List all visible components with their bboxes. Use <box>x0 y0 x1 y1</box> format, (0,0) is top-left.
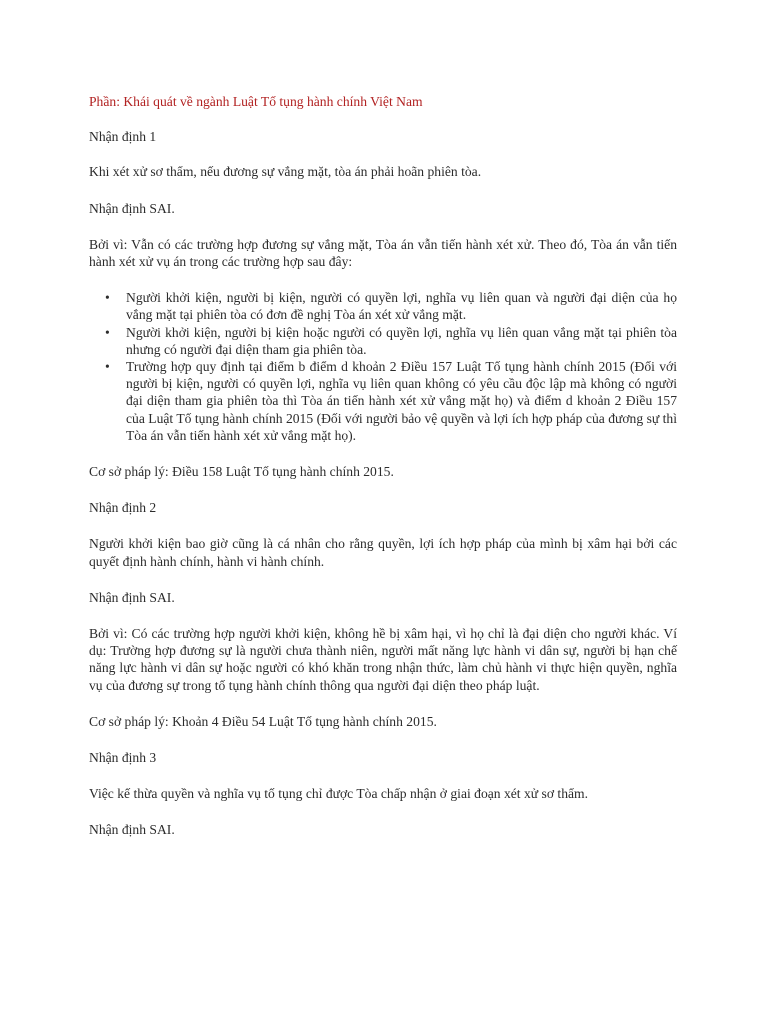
item-2-reason: Bởi vì: Có các trường hợp người khởi kiện, không hề bị xâm hại, vì họ chỉ là đại diện cho người khác. Ví dụ: Trường hợp đương sự là người chưa thành niên, người mất năng lực hành vi dân sự, người bị hạn chế năng lực hành vi dân sự hoặc người có khó khăn trong nhận thức, làm chủ hành vi thực hiện quyền, nghĩa vụ của đương sự trong tố tụng hành chính thông qua người đại diện theo pháp luật. <box>89 626 677 693</box>
list-item <box>105 358 677 444</box>
list-item-text: Người khởi kiện, người bị kiện, người có quyền lợi, nghĩa vụ liên quan và người đại diện của họ vắng mặt tại phiên tòa có đơn đề nghị Tòa án xét xử vắng mặt. <box>126 290 677 323</box>
item-1-heading: Nhận định 1 <box>89 129 157 145</box>
bullet-icon: • <box>105 359 110 375</box>
item-2-heading: Nhận định 2 <box>89 500 157 516</box>
list-item-text: Trường hợp quy định tại điểm b điểm d khoản 2 Điều 157 Luật Tố tụng hành chính 2015 (Đối với người bị kiện, người có quyền lợi, nghĩa vụ liên quan không có yêu cầu độc lập mà không có người đại diện tham gia phiên tòa thì Tòa án tiến hành xét xử vắng mặt họ) và điểm d khoản 2 Điều 157 của Luật Tố tụng hành chính 2015 (Đối với người bảo vệ quyền và lợi ích hợp pháp của đương sự thì Tòa án vẫn tiến hành xét xử vắng mặt họ). <box>126 359 677 443</box>
item-1-bullet-list <box>89 289 677 444</box>
document-page <box>89 93 677 839</box>
item-1-legal-basis: Cơ sở pháp lý: Điều 158 Luật Tố tụng hành chính 2015. <box>89 464 394 480</box>
section-title: Phần: Khái quát về ngành Luật Tố tụng hành chính Việt Nam <box>89 94 423 109</box>
bullet-icon: • <box>105 290 110 306</box>
item-1-verdict: Nhận định SAI. <box>89 200 175 216</box>
list-item <box>105 289 677 323</box>
item-1-statement: Khi xét xử sơ thẩm, nếu đương sự vắng mặt, tòa án phải hoãn phiên tòa. <box>89 164 482 180</box>
item-3-heading: Nhận định 3 <box>89 750 157 766</box>
item-1-reason: Bởi vì: Vẫn có các trường hợp đương sự vắng mặt, Tòa án vẫn tiến hành xét xử. Theo đó, Tòa án vẫn tiến hành xét xử vụ án trong các trường hợp sau đây: <box>89 236 677 270</box>
bullet-icon: • <box>105 324 110 340</box>
list-item <box>105 324 677 358</box>
item-3-verdict: Nhận định SAI. <box>89 822 175 838</box>
item-2-statement: Người khởi kiện bao giờ cũng là cá nhân cho rằng quyền, lợi ích hợp pháp của mình bị xâm hại bởi các quyết định hành chính, hành vi hành chính. <box>89 536 677 569</box>
item-3-statement: Việc kế thừa quyền và nghĩa vụ tố tụng chỉ được Tòa chấp nhận ở giai đoạn xét xử sơ thẩm. <box>89 786 588 802</box>
list-item-text: Người khởi kiện, người bị kiện hoặc người có quyền lợi, nghĩa vụ liên quan vắng mặt tại phiên tòa nhưng có người đại diện tham gia phiên tòa. <box>126 324 677 357</box>
item-2-verdict: Nhận định SAI. <box>89 589 175 605</box>
item-2-legal-basis: Cơ sở pháp lý: Khoản 4 Điều 54 Luật Tố tụng hành chính 2015. <box>89 713 437 729</box>
